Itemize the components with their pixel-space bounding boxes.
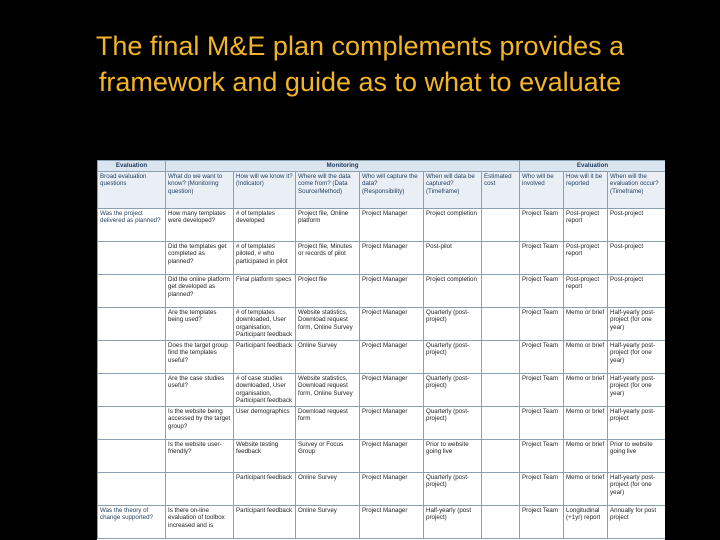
- table-cell: Project completion: [424, 275, 482, 308]
- table-cell: [482, 308, 520, 341]
- table-cell: Online Survey: [296, 473, 360, 506]
- table-cell: Project Team: [520, 308, 564, 341]
- table-cell: Memo or brief: [564, 407, 608, 440]
- table-cell: Project Team: [520, 473, 564, 506]
- column-header: How will it be reported: [564, 172, 608, 209]
- table-cell: Project Team: [520, 374, 564, 407]
- table-cell: [482, 506, 520, 539]
- table-row: [98, 209, 666, 242]
- table-cell: [482, 275, 520, 308]
- slide-title-line-2: framework and guide as to what to evaluate: [98, 67, 622, 97]
- table-cell: Half-yearly post-project (for one year): [608, 473, 665, 506]
- column-header: Where will the data come from? (Data Source/Method): [296, 172, 360, 209]
- table-cell: Project Manager: [360, 407, 424, 440]
- table-cell: Post-project: [608, 209, 665, 242]
- table-cell: [166, 473, 234, 506]
- table-cell: Project Manager: [360, 440, 424, 473]
- table-cell: Is there on-line evaluation of toolbox increased and is: [166, 506, 234, 539]
- table-row: [98, 440, 666, 473]
- table-cell: Is the website being accessed by the target group?: [166, 407, 234, 440]
- table-cell: # of case studies downloaded, User organisation, Participant feedback: [234, 374, 296, 407]
- slide-title-line-1: The final M&E plan complements provides a: [95, 31, 625, 61]
- table-cell: Memo or brief: [564, 308, 608, 341]
- table-cell: Project file, Online platform: [296, 209, 360, 242]
- table-cell: User demographics: [234, 407, 296, 440]
- table-cell: Does the target group find the templates useful?: [166, 341, 234, 374]
- table-cell: Project Manager: [360, 341, 424, 374]
- table-column-header-row: [98, 172, 666, 209]
- table-cell: Quarterly (post-project): [424, 374, 482, 407]
- table-cell: Quarterly (post-project): [424, 407, 482, 440]
- table-cell: Project Team: [520, 506, 564, 539]
- table-cell: [98, 242, 166, 275]
- me-plan-table-image: [97, 160, 665, 540]
- table-cell: Project Manager: [360, 209, 424, 242]
- table-cell: Project Team: [520, 407, 564, 440]
- table-cell: [98, 341, 166, 374]
- table-cell: Post-project: [608, 242, 665, 275]
- table-cell: Quarterly (post-project): [424, 341, 482, 374]
- table-cell: Online Survey: [296, 506, 360, 539]
- table-row: [98, 506, 666, 539]
- table-cell: Post-project report: [564, 242, 608, 275]
- table-cell: [98, 407, 166, 440]
- table-cell: Memo or brief: [564, 440, 608, 473]
- table-row: [98, 275, 666, 308]
- group-header-evaluation-2: Evaluation: [520, 161, 665, 172]
- table-cell: [482, 440, 520, 473]
- table-cell: Download request form: [296, 407, 360, 440]
- table-cell: Project Team: [520, 209, 564, 242]
- table-cell: Survey or Focus Group: [296, 440, 360, 473]
- slide-title: [0, 28, 720, 100]
- table-cell: Project completion: [424, 209, 482, 242]
- table-cell: Participant feedback: [234, 506, 296, 539]
- table-cell: [482, 407, 520, 440]
- table-row: [98, 473, 666, 506]
- me-plan-table: [97, 160, 665, 539]
- table-cell: Final platform specs: [234, 275, 296, 308]
- table-cell: Project file: [296, 275, 360, 308]
- table-cell: Half-yearly post-project (for one year): [608, 308, 665, 341]
- table-cell: Project Manager: [360, 242, 424, 275]
- table-group-header-row: [98, 161, 666, 172]
- table-cell: Half-yearly post-project: [608, 407, 665, 440]
- table-cell: Memo or brief: [564, 374, 608, 407]
- table-cell: Quarterly (post-project): [424, 473, 482, 506]
- table-cell: # of templates developed: [234, 209, 296, 242]
- table-cell: Prior to website going live: [424, 440, 482, 473]
- column-header: How will we know it? (Indicator): [234, 172, 296, 209]
- table-cell: [482, 473, 520, 506]
- table-cell: Was the theory of change supported?: [98, 506, 166, 539]
- table-cell: Project Manager: [360, 275, 424, 308]
- table-cell: Project Team: [520, 440, 564, 473]
- table-cell: [98, 374, 166, 407]
- table-cell: Project file, Minutes or records of pilot: [296, 242, 360, 275]
- table-cell: [482, 242, 520, 275]
- table-cell: Is the website user-friendly?: [166, 440, 234, 473]
- table-row: [98, 407, 666, 440]
- table-cell: Quarterly (post-project): [424, 308, 482, 341]
- table-cell: Did the templates get completed as planned?: [166, 242, 234, 275]
- table-cell: Participant feedback: [234, 473, 296, 506]
- table-body: [98, 209, 666, 539]
- table-cell: Post-project report: [564, 209, 608, 242]
- column-header: Who will be involved: [520, 172, 564, 209]
- table-cell: Participant feedback: [234, 341, 296, 374]
- table-cell: # of templates piloted, # who participated in pilot: [234, 242, 296, 275]
- table-row: [98, 341, 666, 374]
- column-header: Who will capture the data? (Responsibility): [360, 172, 424, 209]
- table-row: [98, 374, 666, 407]
- table-cell: Post-project: [608, 275, 665, 308]
- table-cell: Project Team: [520, 341, 564, 374]
- table-cell: Half-yearly (post project): [424, 506, 482, 539]
- column-header: When will data be captured? (Timeframe): [424, 172, 482, 209]
- table-cell: # of templates downloaded, User organisation, Participant feedback: [234, 308, 296, 341]
- table-row: [98, 308, 666, 341]
- table-cell: Website statistics, Download request form, Online Survey: [296, 374, 360, 407]
- table-cell: Project Manager: [360, 473, 424, 506]
- table-cell: Project Team: [520, 242, 564, 275]
- table-cell: [482, 374, 520, 407]
- table-cell: Half-yearly post-project (for one year): [608, 341, 665, 374]
- table-cell: Project Manager: [360, 308, 424, 341]
- group-header-evaluation: Evaluation: [98, 161, 166, 172]
- table-row: [98, 242, 666, 275]
- table-cell: Project Team: [520, 275, 564, 308]
- table-cell: [98, 275, 166, 308]
- table-cell: Half-yearly post-project (for one year): [608, 374, 665, 407]
- table-cell: Are the templates being used?: [166, 308, 234, 341]
- table-cell: Did the online platform get developed as planned?: [166, 275, 234, 308]
- table-cell: Longitudinal (+1yr) report: [564, 506, 608, 539]
- table-cell: How many templates were developed?: [166, 209, 234, 242]
- column-header: Estimated cost: [482, 172, 520, 209]
- table-cell: Website testing feedback: [234, 440, 296, 473]
- table-cell: Post-project report: [564, 275, 608, 308]
- table-cell: Are the case studies useful?: [166, 374, 234, 407]
- table-cell: Annually for post project: [608, 506, 665, 539]
- table-cell: Post-pilot: [424, 242, 482, 275]
- group-header-monitoring: Monitoring: [166, 161, 520, 172]
- table-cell: Memo or brief: [564, 473, 608, 506]
- column-header: Broad evaluation questions: [98, 172, 166, 209]
- table-cell: [482, 209, 520, 242]
- table-cell: [98, 308, 166, 341]
- table-cell: Project Manager: [360, 506, 424, 539]
- table-cell: Memo or brief: [564, 341, 608, 374]
- column-header: When will the evaluation occur? (Timeframe): [608, 172, 665, 209]
- column-header: What do we want to know? (Monitoring question): [166, 172, 234, 209]
- table-cell: Website statistics, Download request form, Online Survey: [296, 308, 360, 341]
- table-cell: Project Manager: [360, 374, 424, 407]
- table-cell: Was the project delivered as planned?: [98, 209, 166, 242]
- table-cell: [98, 440, 166, 473]
- table-cell: Online Survey: [296, 341, 360, 374]
- table-cell: [98, 473, 166, 506]
- table-cell: [482, 341, 520, 374]
- table-cell: Prior to website going live: [608, 440, 665, 473]
